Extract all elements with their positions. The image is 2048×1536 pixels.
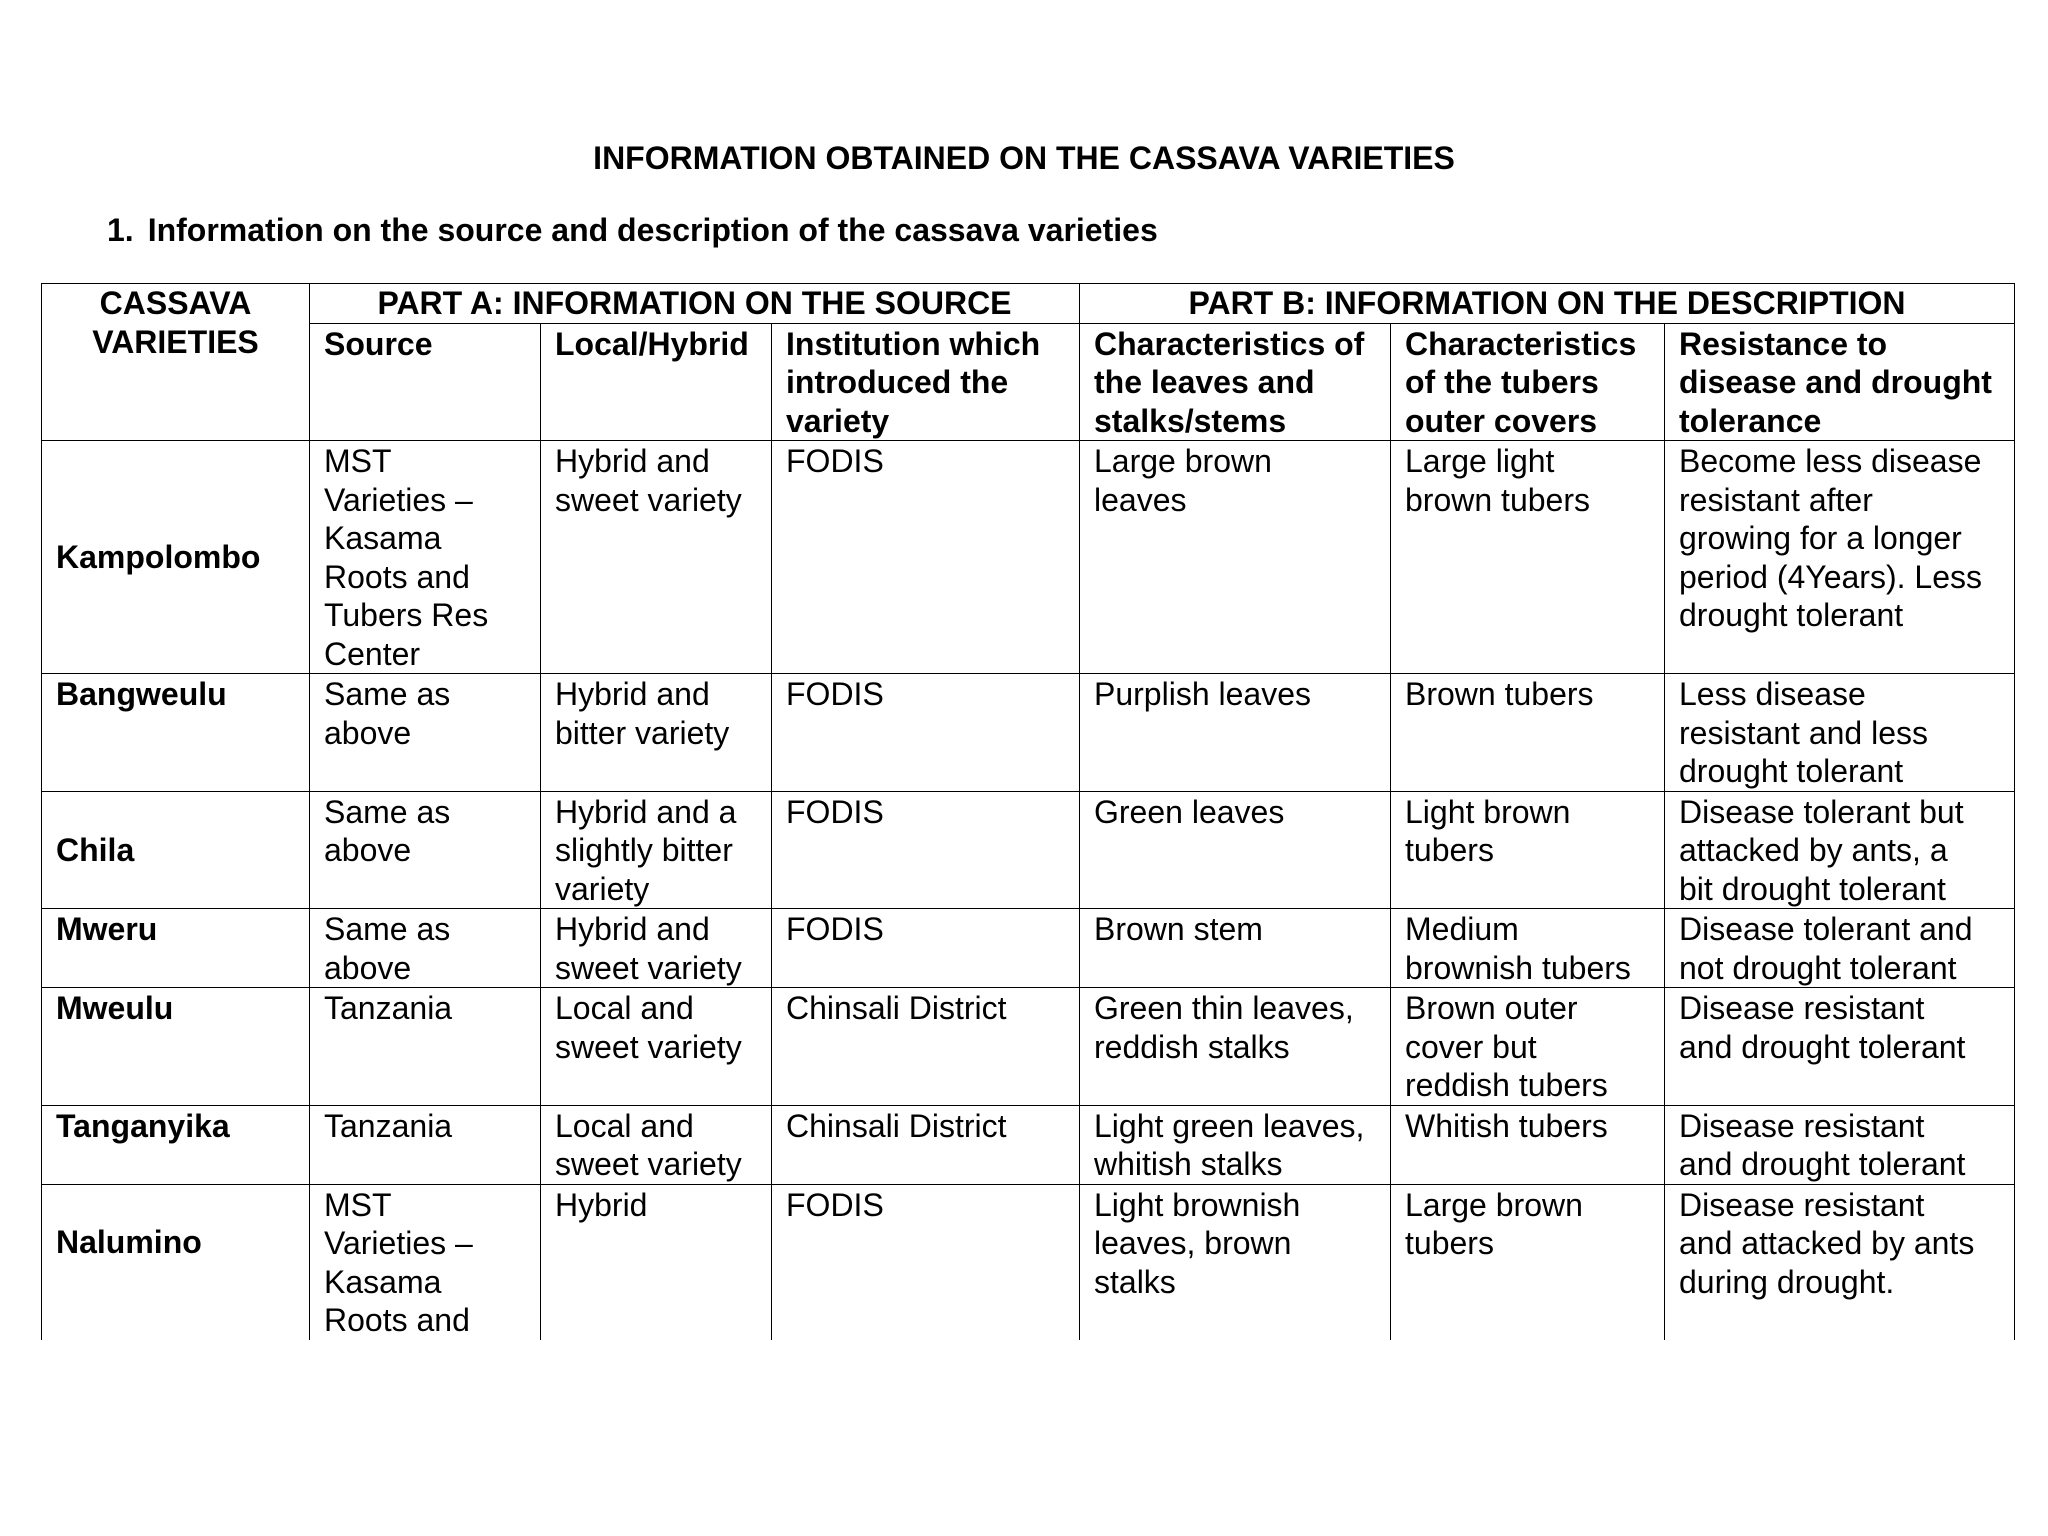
cell-type: Hybrid: [541, 1184, 772, 1340]
cell-tubers: Light brown tubers: [1391, 791, 1665, 909]
cell-institution: FODIS: [772, 909, 1080, 988]
cell-source: Same as above: [310, 791, 541, 909]
variety-name: Kampolombo: [42, 441, 310, 674]
table-row: [42, 441, 2015, 674]
cell-resistance: Less disease resistant and less drought tolerant: [1665, 674, 2015, 792]
cell-leaves: Green thin leaves, reddish stalks: [1080, 988, 1391, 1106]
cell-institution: FODIS: [772, 791, 1080, 909]
header-resistance: Resistance to disease and drought tolerance: [1665, 323, 2015, 441]
cell-leaves: Light brownish leaves, brown stalks: [1080, 1184, 1391, 1340]
cell-type: Hybrid and sweet variety: [541, 909, 772, 988]
cell-resistance: Disease resistant and drought tolerant: [1665, 988, 2015, 1106]
cell-tubers: Large brown tubers: [1391, 1184, 1665, 1340]
table-row: [42, 791, 2015, 909]
cell-tubers: Medium brownish tubers: [1391, 909, 1665, 988]
cell-resistance: Disease tolerant but attacked by ants, a bit drought tolerant: [1665, 791, 2015, 909]
cell-resistance: Become less disease resistant after growing for a longer period (4Years). Less drought tolerant: [1665, 441, 2015, 674]
header-leaves-stalks: Characteristics of the leaves and stalks/stems: [1080, 323, 1391, 441]
variety-name: Chila: [42, 791, 310, 909]
table-header-row-columns: [42, 323, 2015, 441]
variety-name: Mweulu: [42, 988, 310, 1106]
cell-institution: Chinsali District: [772, 1105, 1080, 1184]
cell-type: Local and sweet variety: [541, 1105, 772, 1184]
table-row: [42, 988, 2015, 1106]
cell-leaves: Brown stem: [1080, 909, 1391, 988]
cell-type: Local and sweet variety: [541, 988, 772, 1106]
cell-tubers: Brown tubers: [1391, 674, 1665, 792]
cell-leaves: Purplish leaves: [1080, 674, 1391, 792]
cell-type: Hybrid and bitter variety: [541, 674, 772, 792]
header-cassava-varieties: CASSAVA VARIETIES: [42, 284, 310, 441]
cell-tubers: Whitish tubers: [1391, 1105, 1665, 1184]
cell-source: Tanzania: [310, 1105, 541, 1184]
cell-source: MST Varieties – Kasama Roots and Tubers Res Center: [310, 441, 541, 674]
variety-name: Mweru: [42, 909, 310, 988]
header-source: Source: [310, 323, 541, 441]
cell-institution: FODIS: [772, 1184, 1080, 1340]
variety-name: Nalumino: [42, 1184, 310, 1340]
header-part-b: PART B: INFORMATION ON THE DESCRIPTION: [1080, 284, 2015, 324]
cell-resistance: Disease tolerant and not drought tolerant: [1665, 909, 2015, 988]
cell-resistance: Disease resistant and attacked by ants during drought.: [1665, 1184, 2015, 1340]
cassava-varieties-table: [41, 283, 2015, 1340]
header-tubers-covers: Characteristics of the tubers outer covers: [1391, 323, 1665, 441]
cell-institution: FODIS: [772, 674, 1080, 792]
section-number: 1.: [107, 212, 134, 248]
cell-institution: FODIS: [772, 441, 1080, 674]
section-heading-text: Information on the source and description of the cassava varieties: [147, 212, 1158, 248]
cell-leaves: Light green leaves, whitish stalks: [1080, 1105, 1391, 1184]
cell-source: Same as above: [310, 674, 541, 792]
variety-name: Bangweulu: [42, 674, 310, 792]
cell-source: Tanzania: [310, 988, 541, 1106]
variety-name: Tanganyika: [42, 1105, 310, 1184]
cell-type: Hybrid and a slightly bitter variety: [541, 791, 772, 909]
table-row: [42, 674, 2015, 792]
table-row: [42, 1105, 2015, 1184]
header-local-hybrid: Local/Hybrid: [541, 323, 772, 441]
header-part-a: PART A: INFORMATION ON THE SOURCE: [310, 284, 1080, 324]
header-institution: Institution which introduced the variety: [772, 323, 1080, 441]
cell-institution: Chinsali District: [772, 988, 1080, 1106]
section-heading: [107, 210, 1158, 250]
cell-source: Same as above: [310, 909, 541, 988]
cell-leaves: Large brown leaves: [1080, 441, 1391, 674]
table-row: [42, 909, 2015, 988]
table-row: [42, 1184, 2015, 1340]
cell-leaves: Green leaves: [1080, 791, 1391, 909]
cell-tubers: Large light brown tubers: [1391, 441, 1665, 674]
cell-type: Hybrid and sweet variety: [541, 441, 772, 674]
cell-resistance: Disease resistant and drought tolerant: [1665, 1105, 2015, 1184]
table-header-row-parts: [42, 284, 2015, 324]
cell-tubers: Brown outer cover but reddish tubers: [1391, 988, 1665, 1106]
document-title: INFORMATION OBTAINED ON THE CASSAVA VARIETIES: [593, 140, 1455, 176]
cell-source: MST Varieties – Kasama Roots and: [310, 1184, 541, 1340]
